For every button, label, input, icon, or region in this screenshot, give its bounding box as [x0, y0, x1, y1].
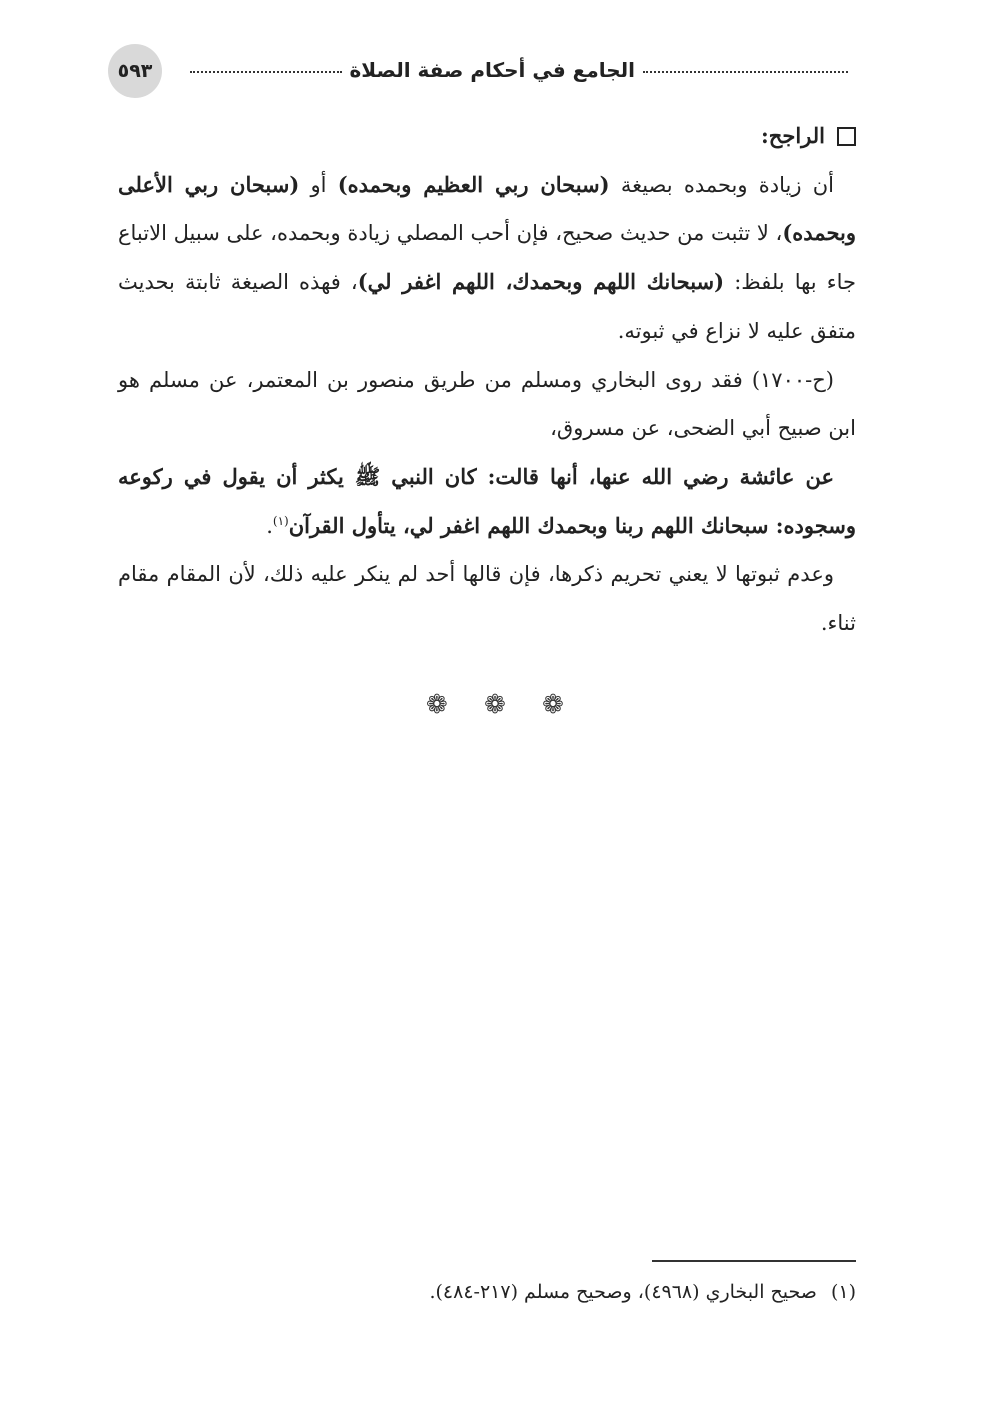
header-dots-right — [643, 71, 848, 73]
p1-text-a: أن زيادة وبحمده بصيغة — [609, 172, 835, 197]
p1-text-g: ، فهذه الصيغة ثابتة بحديث متفق عليه لا نزاع في ثبوته. — [118, 270, 856, 343]
footnote — [118, 1274, 856, 1310]
footnote-text: صحيح البخاري (٤٩٦٨)، وصحيح مسلم (٢١٧-٤٨٤). — [429, 1281, 817, 1303]
paragraph-isnad: (ح-١٧٠٠) فقد روى البخاري ومسلم من طريق منصور بن المعتمر، عن مسلم هو ابن صبيح أبي الضحى، عن مسروق، — [118, 367, 856, 441]
page-number: ٥٩٣ — [108, 44, 162, 98]
section-heading — [118, 112, 856, 161]
hadith-text: عن عائشة رضي الله عنها، أنها قالت: كان النبي ﷺ يكثر أن يقول في ركوعه وسجوده: سبحانك اللهم ربنا وبحمدك اللهم اغفر لي، يتأول القرآن — [118, 463, 856, 538]
paragraph-hadith — [118, 453, 856, 550]
hadith-end: . — [266, 513, 273, 538]
p1-phrase-ala: (سبحان ربي الأعلى وبحمده) — [118, 171, 856, 246]
running-title: الجامع في أحكام صفة الصلاة — [349, 58, 635, 82]
paragraph-ruling — [118, 161, 856, 356]
heading-text: الراجح: — [761, 123, 825, 148]
square-bullet-icon — [837, 127, 856, 146]
footnote-number: (١) — [830, 1281, 856, 1303]
page-header — [108, 44, 848, 98]
running-head — [176, 50, 848, 90]
paragraph-conclusion: وعدم ثبوتها لا يعني تحريم ذكرها، فإن قالها أحد لم ينكر عليه ذلك، لأن المقام مقام ثناء. — [118, 562, 856, 636]
section-ornament: ❁ ❁ ❁ — [426, 690, 578, 720]
p1-text-c: أو — [299, 172, 338, 197]
p1-phrase-azim: (سبحان ربي العظيم وبحمده) — [337, 171, 610, 197]
p1-text-e: ، لا تثبت من حديث صحيح، فإن أحب المصلي زيادة وبحمده، على سبيل الاتباع جاء بها بلفظ: — [118, 221, 857, 295]
footnote-marker: (١) — [272, 513, 289, 528]
main-text — [118, 112, 856, 648]
p1-phrase-subhanak: (سبحانك اللهم وبحمدك، اللهم اغفر لي) — [357, 269, 725, 295]
header-dots-left — [190, 71, 342, 73]
footnote-divider — [652, 1260, 856, 1262]
